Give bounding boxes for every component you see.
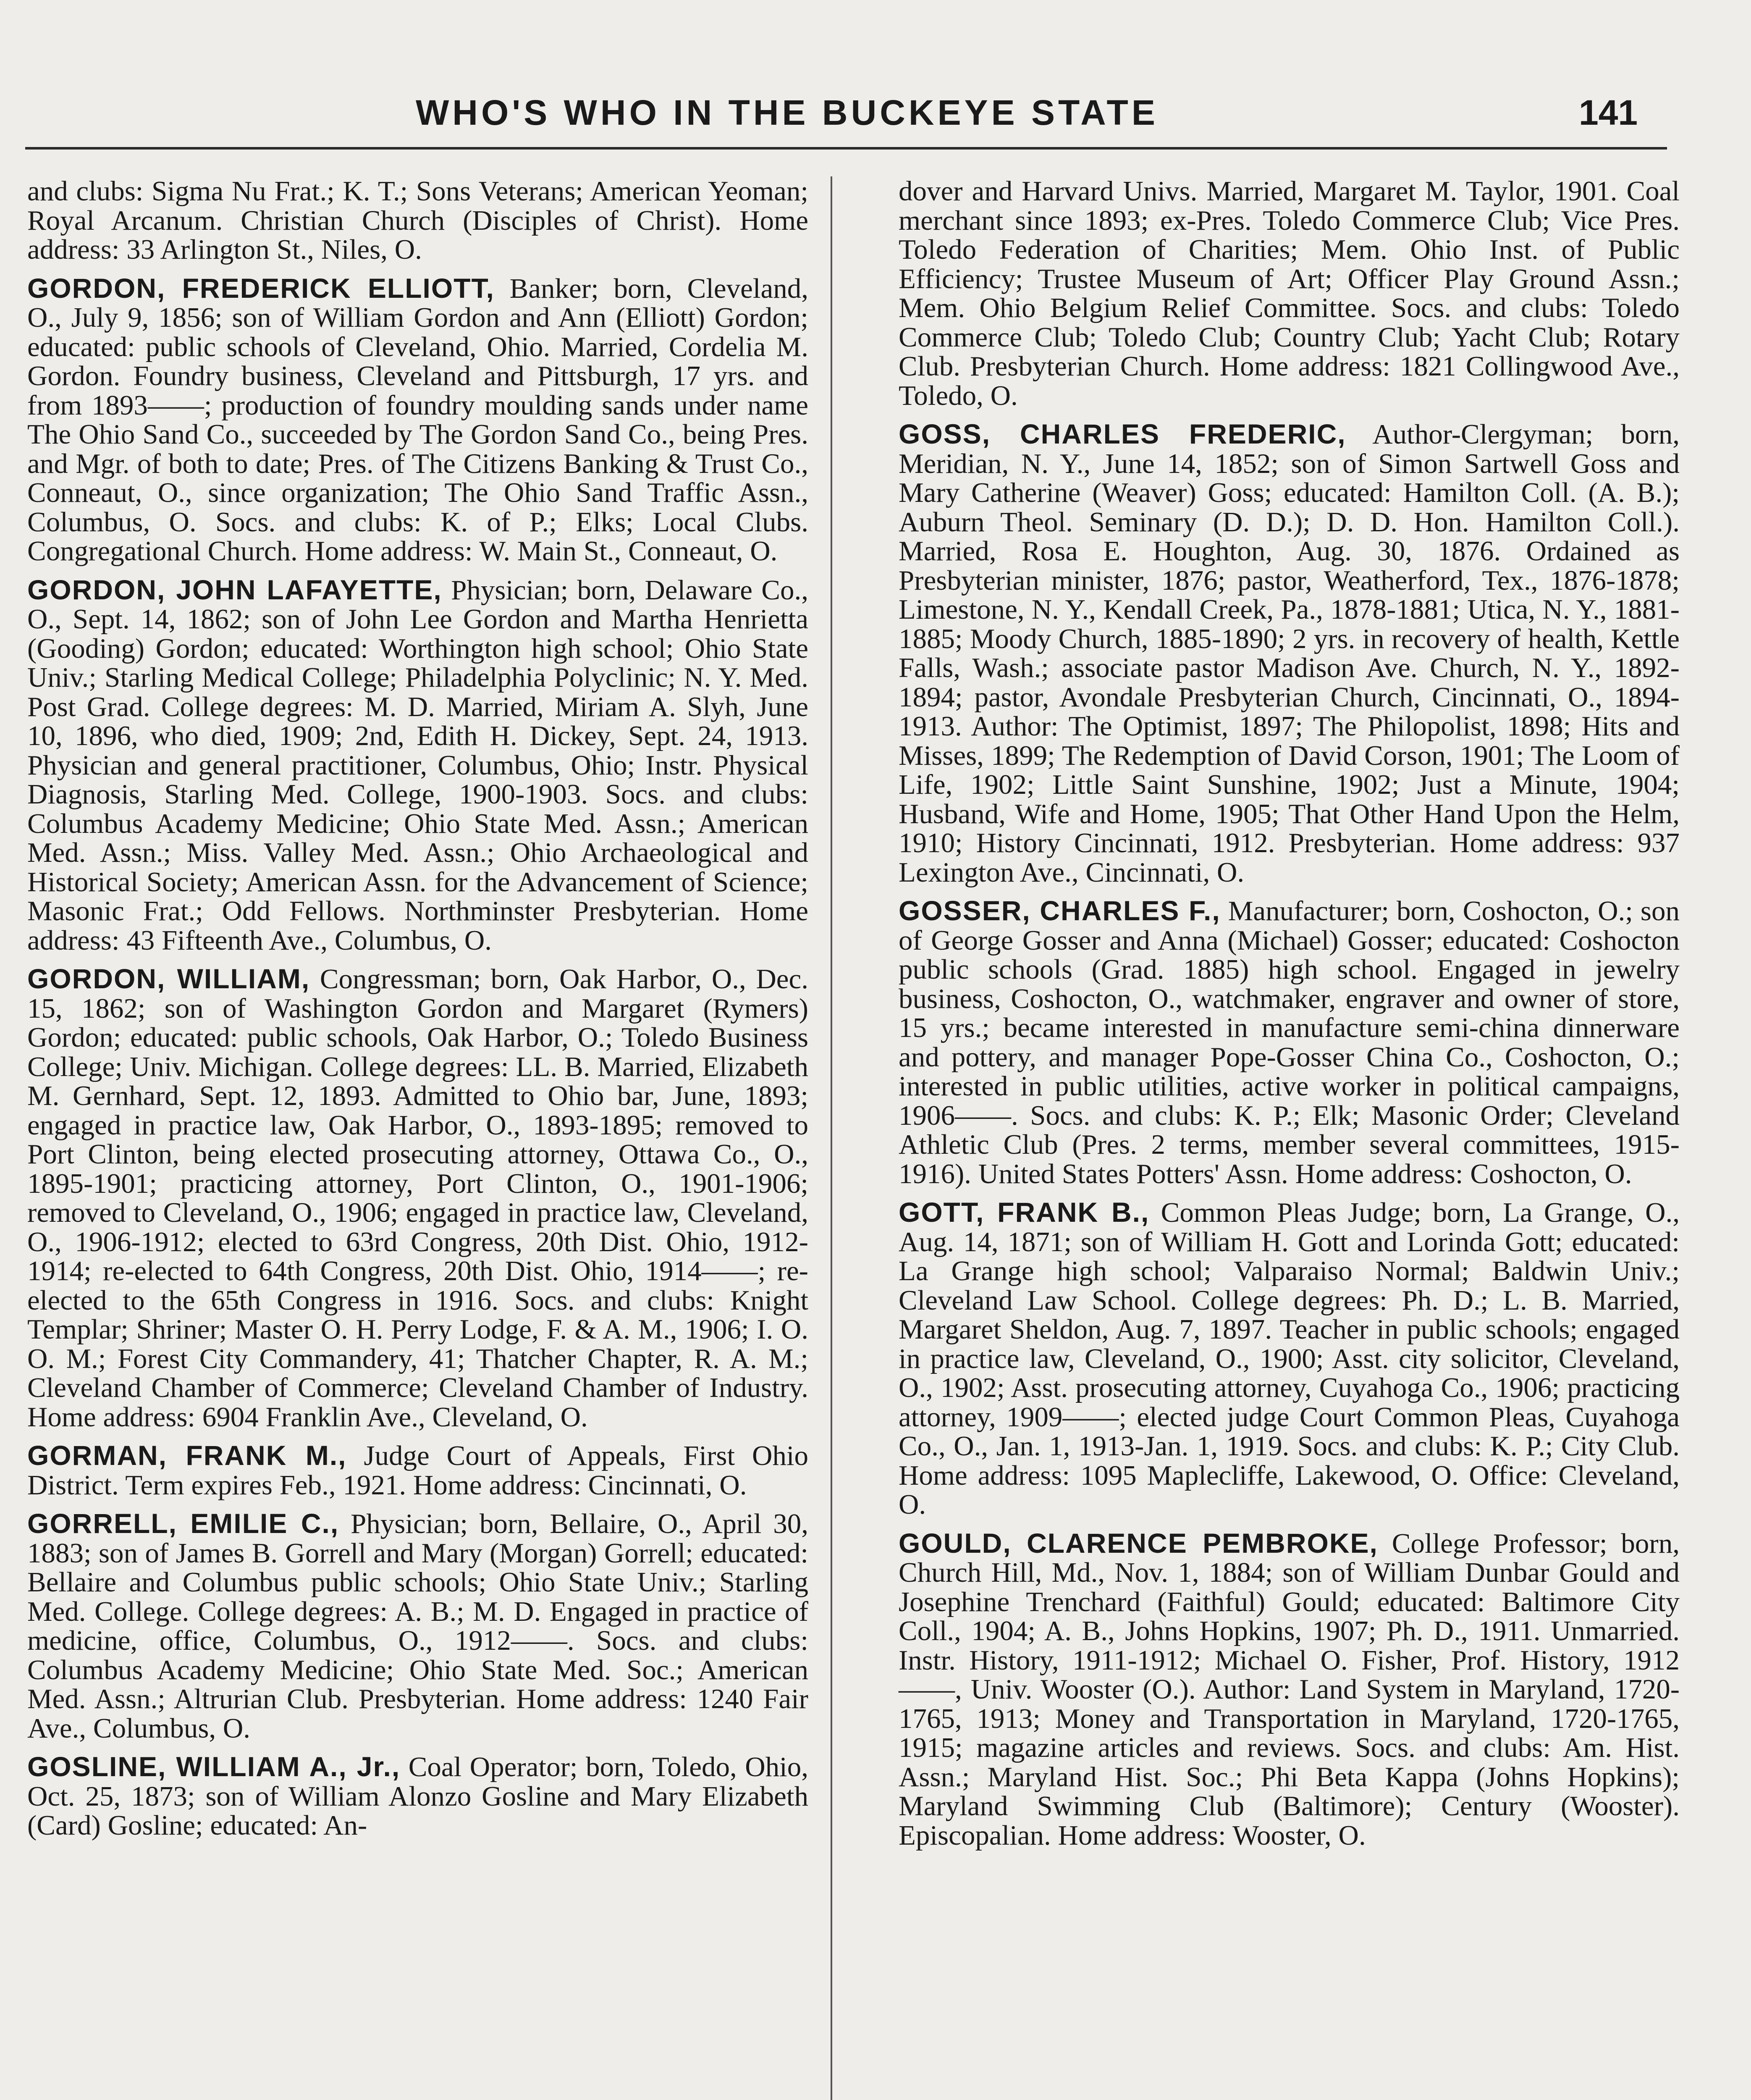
header-rule bbox=[25, 147, 1667, 150]
entry bbox=[27, 964, 808, 1432]
running-title: WHO'S WHO IN THE BUCKEYE STATE bbox=[416, 93, 1159, 132]
entry bbox=[27, 176, 808, 265]
entry-text: and clubs: Sigma Nu Frat.; K. T.; Sons Veterans; American Yeoman; Royal Arcanum. Christian Church (Disciples of Christ). Home address: 33 Arlington St., Niles, O. bbox=[27, 176, 808, 265]
entry-name: GORDON, JOHN LAFAYETTE, bbox=[27, 574, 442, 605]
entry-text: Congressman; born, Oak Harbor, O., Dec. 15, 1862; son of Washington Gordon and Margaret (Rymers) Gordon; educated: public schools, Oak Harbor, O.; Toledo Business College; Univ. Michigan. College degrees: LL. B. Married, Elizabeth M. Gernhard, Sept. 12, 1893. Admitted to Ohio bar, June, 1893; engaged in practice law, Oak Harbor, O., 1893-1895; removed to Port Clinton, being elected prosecuting attorney, Ottawa Co., O., 1895-1901; practicing attorney, Port Clinton, O., 1901-1906; removed to Cleveland, O., 1906; engaged in practice law, Cleveland, O., 1906-1912; elected to 63rd Congress, 20th Dist. Ohio, 1912-1914; re-elected to 64th Congress, 20th Dist. Ohio, 1914——; re-elected to the 65th Congress in 1916. Socs. and clubs: Knight Templar; Shriner; Master O. H. Perry Lodge, F. & A. M., 1906; I. O. O. M.; Forest City Commandery, 41; Thatcher Chapter, R. A. M.; Cleveland Chamber of Commerce; Cleveland Chamber of Industry. Home address: 6904 Franklin Ave., Cleveland, O. bbox=[27, 963, 808, 1433]
entry-text: dover and Harvard Univs. Married, Margaret M. Taylor, 1901. Coal merchant since 1893; ex-Pres. Toledo Commerce Club; Vice Pres. Toledo Federation of Charities; Mem. Ohio Inst. of Public Efficiency; Trustee Museum of Art; Officer Play Ground Assn.; Mem. Ohio Belgium Relief Committee. Socs. and clubs: Toledo Commerce Club; Toledo Club; Country Club; Yacht Club; Rotary Club. Presbyterian Church. Home address: 1821 Collingwood Ave., Toledo, O. bbox=[899, 176, 1680, 411]
entry-name: GORDON, WILLIAM, bbox=[27, 963, 310, 994]
entry bbox=[899, 176, 1680, 410]
entry-text: Banker; born, Cleveland, O., July 9, 1856; son of William Gordon and Ann (Elliott) Gordon; educated: public schools of Cleveland, Ohio. Married, Cordelia M. Gordon. Foundry business, Cleveland and Pittsburgh, 17 yrs. and from 1893——; production of foundry moulding sands under name The Ohio Sand Co., succeeded by The Gordon Sand Co., being Pres. and Mgr. of both to date; Pres. of The Citizens Banking & Trust Co., Conneaut, O., since organization; The Ohio Sand Traffic Assn., Columbus, O. Socs. and clubs: K. of P.; Elks; Local Clubs. Congregational Church. Home address: W. Main St., Conneaut, O. bbox=[27, 273, 809, 567]
page-number: 141 bbox=[1579, 93, 1638, 132]
entry-name: GOSS, CHARLES FREDERIC, bbox=[899, 418, 1346, 449]
entry-name: GORMAN, FRANK M., bbox=[27, 1440, 347, 1471]
entry-text: Manufacturer; born, Coshocton, O.; son of George Gosser and Anna (Michael) Gosser; educated: Coshocton public schools (Grad. 1885) high school. Engaged in jewelry business, Coshocton, O., watchmaker, engraver and owner of store, 15 yrs.; became interested in manufacture semi-china dinnerware and pottery, and manager Pope-Gosser China Co., Coshocton, O.; interested in public utilities, active worker in political campaigns, 1906——. Socs. and clubs: K. P.; Elk; Masonic Order; Cleveland Athletic Club (Pres. 2 terms, member several committees, 1915-1916). United States Potters' Assn. Home address: Coshocton, O. bbox=[899, 895, 1680, 1189]
entry bbox=[899, 420, 1680, 887]
entry-name: GOSSER, CHARLES F., bbox=[899, 895, 1221, 926]
entry-name: GORRELL, EMILIE C., bbox=[27, 1508, 339, 1539]
entry-text: Physician; born, Delaware Co., O., Sept. 14, 1862; son of John Lee Gordon and Martha Henrietta (Gooding) Gordon; educated: Worthington high school; Ohio State Univ.; Starling Medical College; Philadelphia Polyclinic; N. Y. Med. Post Grad. College degrees: M. D. Married, Miriam A. Slyh, June 10, 1896, who died, 1909; 2nd, Edith H. Dickey, Sept. 24, 1913. Physician and general practitioner, Columbus, Ohio; Instr. Physical Diagnosis, Starling Med. College, 1900-1903. Socs. and clubs: Columbus Academy Medicine; Ohio State Med. Assn.; American Med. Assn.; Miss. Valley Med. Assn.; Ohio Archaeological and Historical Society; American Assn. for the Advancement of Science; Masonic Frat.; Odd Fellows. Northminster Presbyterian. Home address: 43 Fifteenth Ave., Columbus, O. bbox=[27, 574, 808, 956]
column-divider bbox=[831, 176, 832, 2100]
entry-text: Author-Clergyman; born, Meridian, N. Y., June 14, 1852; son of Simon Sartwell Goss and Mary Catherine (Weaver) Goss; educated: Hamilton Coll. (A. B.); Auburn Theol. Seminary (D. D.); D. D. Hon. Hamilton Coll.). Married, Rosa E. Houghton, Aug. 30, 1876. Ordained as Presbyterian minister, 1876; pastor, Weatherford, Tex., 1876-1878; Limestone, N. Y., Kendall Creek, Pa., 1878-1881; Utica, N. Y., 1881-1885; Moody Church, 1885-1890; 2 yrs. in recovery of health, Kettle Falls, Wash.; associate pastor Madison Ave. Church, N. Y., 1892-1894; pastor, Avondale Presbyterian Church, Cincinnati, O., 1894-1913. Author: The Optimist, 1897; The Philopolist, 1898; Hits and Misses, 1899; The Redemption of David Corson, 1901; The Loom of Life, 1902; Little Saint Sunshine, 1902; Just a Minute, 1904; Husband, Wife and Home, 1905; That Other Hand Upon the Helm, 1910; History Cincinnati, 1912. Presbyterian. Home address: 937 Lexington Ave., Cincinnati, O. bbox=[899, 419, 1680, 888]
page-header bbox=[0, 84, 1751, 147]
entry-name: GOTT, FRANK B., bbox=[899, 1197, 1150, 1228]
entry bbox=[27, 1441, 808, 1500]
entry-text: College Professor; born, Church Hill, Md., Nov. 1, 1884; son of William Dunbar Gould and Josephine Trenchard (Faithful) Gould; educated: Baltimore City Coll., 1904; A. B., Johns Hopkins, 1907; Ph. D., 1911. Unmarried. Instr. History, 1911-1912; Michael O. Fisher, Prof. History, 1912——, Univ. Wooster (O.). Author: Land System in Maryland, 1720-1765, 1913; Money and Transportation in Maryland, 1720-1765, 1915; magazine articles and reviews. Socs. and clubs: Am. Hist. Assn.; Maryland Hist. Soc.; Phi Beta Kappa (Johns Hopkins); Maryland Swimming Club (Baltimore); Century (Wooster). Episcopalian. Home address: Wooster, O. bbox=[899, 1528, 1680, 1851]
right-column bbox=[899, 176, 1680, 1859]
entry bbox=[27, 274, 808, 566]
entry bbox=[27, 1509, 808, 1743]
entry bbox=[899, 1198, 1680, 1520]
entry bbox=[27, 575, 808, 956]
entry bbox=[899, 896, 1680, 1189]
entry-text: Common Pleas Judge; born, La Grange, O., Aug. 14, 1871; son of William H. Gott and Lorinda Gott; educated: La Grange high school; Valparaiso Normal; Baldwin Univ.; Cleveland Law School. College degrees: Ph. D.; L. B. Married, Margaret Sheldon, Aug. 7, 1897. Teacher in public schools; engaged in practice law, Cleveland, O., 1900; Asst. city solicitor, Cleveland, O., 1902; Asst. prosecuting attorney, Cuyahoga Co., 1906; practicing attorney, 1909——; elected judge Court Common Pleas, Cuyahoga Co., O., Jan. 1, 1913-Jan. 1, 1919. Socs. and clubs: K. P.; City Club. Home address: 1095 Maplecliffe, Lakewood, O. Office: Cleveland, O. bbox=[899, 1197, 1680, 1520]
entry-text: Physician; born, Bellaire, O., April 30, 1883; son of James B. Gorrell and Mary (Morgan) Gorrell; educated: Bellaire and Columbus public schools; Ohio State Univ.; Starling Med. College. College degrees: A. B.; M. D. Engaged in practice of medicine, office, Columbus, O., 1912——. Socs. and clubs: Columbus Academy Medicine; Ohio State Med. Soc.; American Med. Assn.; Altrurian Club. Presbyterian. Home address: 1240 Fair Ave., Columbus, O. bbox=[27, 1508, 809, 1744]
entry-text: Judge Court of Appeals, First Ohio District. Term expires Feb., 1921. Home address: Cincinnati, O. bbox=[27, 1440, 808, 1501]
entry-name: GOULD, CLARENCE PEMBROKE, bbox=[899, 1527, 1378, 1559]
left-column bbox=[27, 176, 808, 1850]
entry-name: GORDON, FREDERICK ELLIOTT, bbox=[27, 272, 495, 304]
entry bbox=[27, 1752, 808, 1840]
entry-name: GOSLINE, WILLIAM A., Jr., bbox=[27, 1751, 401, 1782]
entry bbox=[899, 1529, 1680, 1851]
entry-text: Coal Operator; born, Toledo, Ohio, Oct. 25, 1873; son of William Alonzo Gosline and Mary Elizabeth (Card) Gosline; educated: An- bbox=[27, 1751, 808, 1841]
